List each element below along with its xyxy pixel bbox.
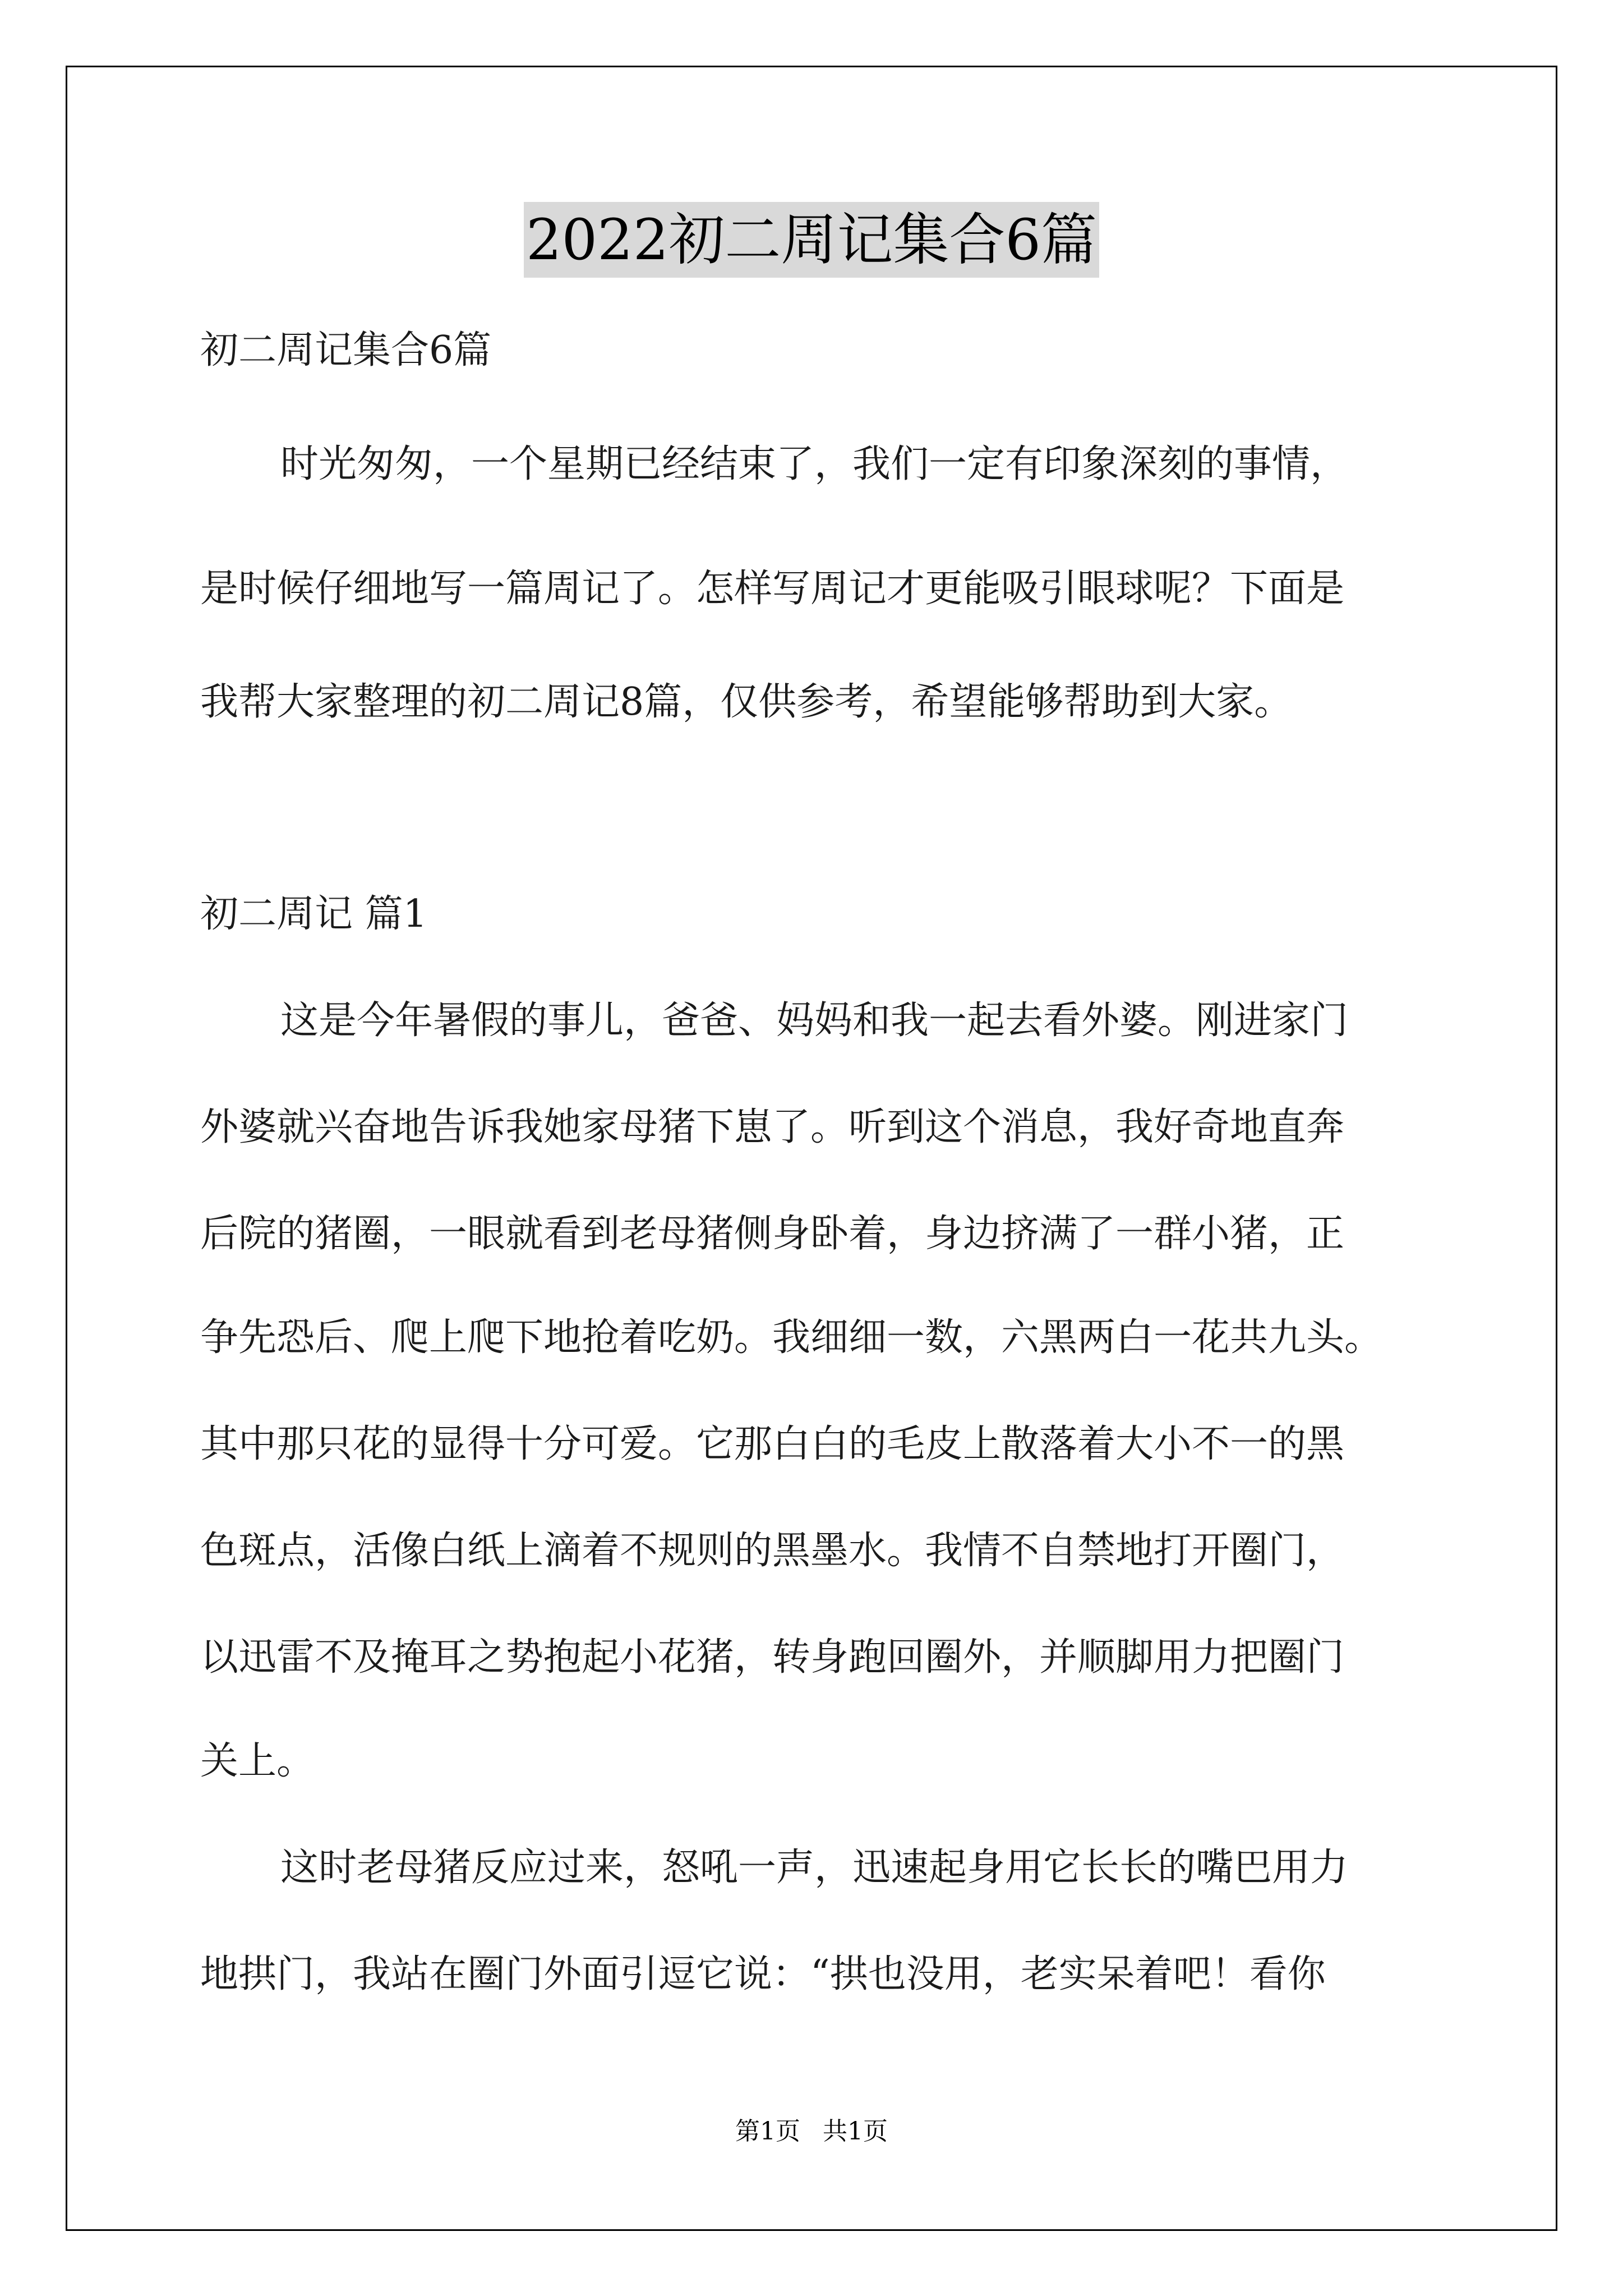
paragraph-line: 这是今年暑假的事儿，爸爸、妈妈和我一起去看外婆。刚进家门 bbox=[280, 999, 1349, 1043]
page-number: 第1页 bbox=[735, 2117, 800, 2146]
paragraph-line: 色斑点，活像白纸上滴着不规则的黑墨水。我情不自禁地打开圈门， bbox=[200, 1529, 1345, 1573]
subtitle: 初二周记集合6篇 bbox=[200, 328, 492, 372]
paragraph-line: 地拱门，我站在圈门外面引逗它说：“拱也没用，老实呆着吧！看你 bbox=[200, 1952, 1326, 1996]
intro-line: 时光匆匆，一个星期已经结束了，我们一定有印象深刻的事情， bbox=[280, 442, 1349, 486]
intro-line: 是时候仔细地写一篇周记了。怎样写周记才更能吸引眼球呢？下面是 bbox=[200, 567, 1345, 611]
paragraph-line: 这时老母猪反应过来，怒吼一声，迅速起身用它长长的嘴巴用力 bbox=[280, 1846, 1349, 1890]
document-title: 2022初二周记集合6篇 bbox=[524, 202, 1099, 278]
section-heading: 初二周记 篇1 bbox=[200, 892, 427, 936]
paragraph-line: 后院的猪圈，一眼就看到老母猪侧身卧着，身边挤满了一群小猪，正 bbox=[200, 1212, 1345, 1256]
paragraph-line: 以迅雷不及掩耳之势抱起小花猪，转身跑回圈外，并顺脚用力把圈门 bbox=[200, 1635, 1345, 1680]
page-total: 共1页 bbox=[823, 2117, 888, 2146]
intro-line: 我帮大家整理的初二周记8篇，仅供参考，希望能够帮助到大家。 bbox=[200, 680, 1293, 724]
page-footer bbox=[0, 2115, 1623, 2148]
paragraph-line: 其中那只花的显得十分可爱。它那白白的毛皮上散落着大小不一的黑 bbox=[200, 1422, 1345, 1466]
document-title-wrap bbox=[0, 202, 1623, 278]
paragraph-line: 外婆就兴奋地告诉我她家母猪下崽了。听到这个消息，我好奇地直奔 bbox=[200, 1105, 1345, 1149]
paragraph-line: 争先恐后、爬上爬下地抢着吃奶。我细细一数，六黑两白一花共九头。 bbox=[200, 1315, 1383, 1360]
paragraph-line: 关上。 bbox=[200, 1739, 315, 1783]
